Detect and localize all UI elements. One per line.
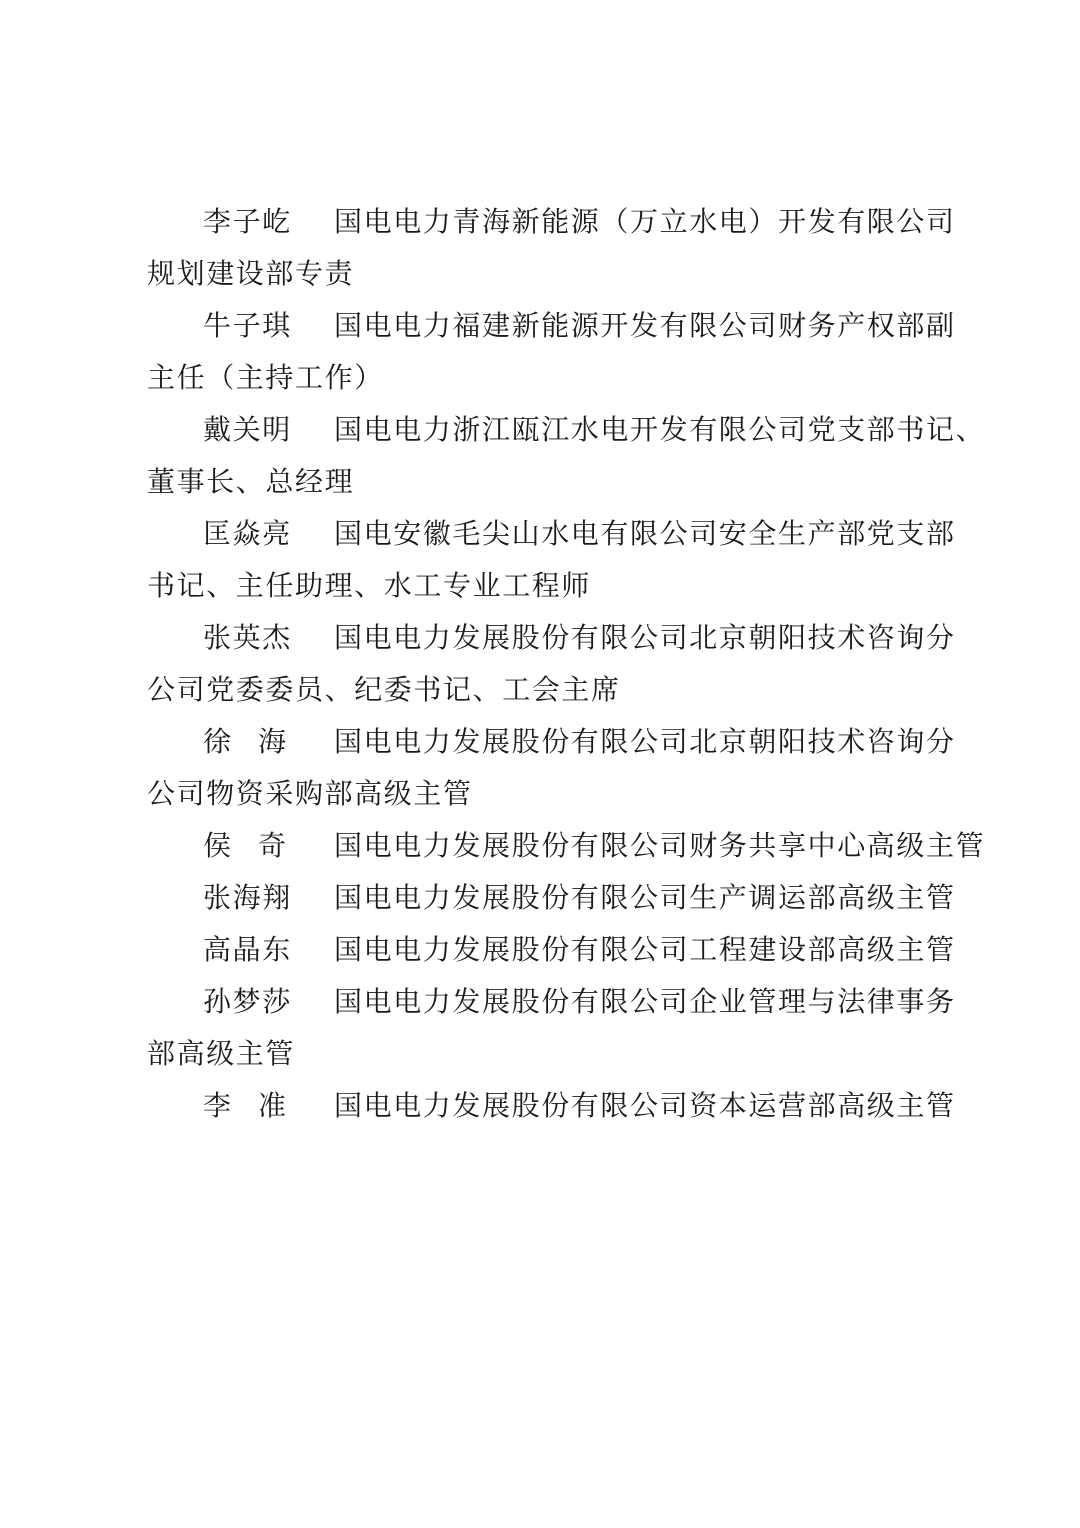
personnel-list xyxy=(147,196,986,1132)
position-text: 国电电力发展股份有限公司财务共享中心高级主管 xyxy=(334,829,986,862)
list-item xyxy=(147,924,957,976)
entry-first-line xyxy=(147,716,957,768)
list-item xyxy=(147,820,986,872)
person-name: 孙梦莎 xyxy=(203,985,292,1018)
list-item xyxy=(147,976,957,1080)
list-item xyxy=(147,300,957,404)
entry-first-line xyxy=(147,1080,957,1132)
entry-first-line xyxy=(147,196,957,248)
position-continuation: 公司党委委员、纪委书记、工会主席 xyxy=(147,673,621,706)
entry-first-line xyxy=(147,976,957,1028)
position-continuation: 规划建设部专责 xyxy=(147,257,355,290)
list-item xyxy=(147,716,957,820)
position-text: 国电电力青海新能源（万立水电）开发有限公司 xyxy=(334,205,956,238)
person-name: 张英杰 xyxy=(203,621,292,654)
position-text: 国电电力发展股份有限公司生产调运部高级主管 xyxy=(334,881,956,914)
list-item xyxy=(147,404,986,508)
entry-first-line xyxy=(147,612,957,664)
position-text: 国电电力浙江瓯江水电开发有限公司党支部书记、 xyxy=(334,413,986,446)
position-continuation: 部高级主管 xyxy=(147,1037,296,1070)
position-continuation: 董事长、总经理 xyxy=(147,465,355,498)
list-item xyxy=(147,1080,957,1132)
person-name: 戴关明 xyxy=(203,413,292,446)
entry-first-line xyxy=(147,820,986,872)
position-text: 国电电力发展股份有限公司资本运营部高级主管 xyxy=(334,1089,956,1122)
list-item xyxy=(147,872,957,924)
person-name: 高晶东 xyxy=(203,933,292,966)
position-text: 国电安徽毛尖山水电有限公司安全生产部党支部 xyxy=(334,517,956,550)
person-name: 李准 xyxy=(203,1089,314,1122)
list-item xyxy=(147,612,957,716)
person-name: 张海翔 xyxy=(203,881,292,914)
entry-first-line xyxy=(147,404,986,456)
position-continuation: 主任（主持工作） xyxy=(147,361,384,394)
list-item xyxy=(147,508,957,612)
person-name: 牛子琪 xyxy=(203,309,292,342)
position-text: 国电电力发展股份有限公司北京朝阳技术咨询分 xyxy=(334,621,956,654)
entry-first-line xyxy=(147,508,957,560)
position-text: 国电电力发展股份有限公司工程建设部高级主管 xyxy=(334,933,956,966)
entry-first-line xyxy=(147,300,957,352)
person-name: 李子屹 xyxy=(203,205,292,238)
position-continuation: 书记、主任助理、水工专业工程师 xyxy=(147,569,592,602)
entry-first-line xyxy=(147,872,957,924)
position-text: 国电电力福建新能源开发有限公司财务产权部副 xyxy=(334,309,956,342)
position-continuation: 公司物资采购部高级主管 xyxy=(147,777,473,810)
list-item xyxy=(147,196,957,300)
person-name: 侯奇 xyxy=(203,829,314,862)
position-text: 国电电力发展股份有限公司企业管理与法律事务 xyxy=(334,985,956,1018)
person-name: 徐海 xyxy=(203,725,314,758)
entry-first-line xyxy=(147,924,957,976)
position-text: 国电电力发展股份有限公司北京朝阳技术咨询分 xyxy=(334,725,956,758)
person-name: 匡焱亮 xyxy=(203,517,292,550)
